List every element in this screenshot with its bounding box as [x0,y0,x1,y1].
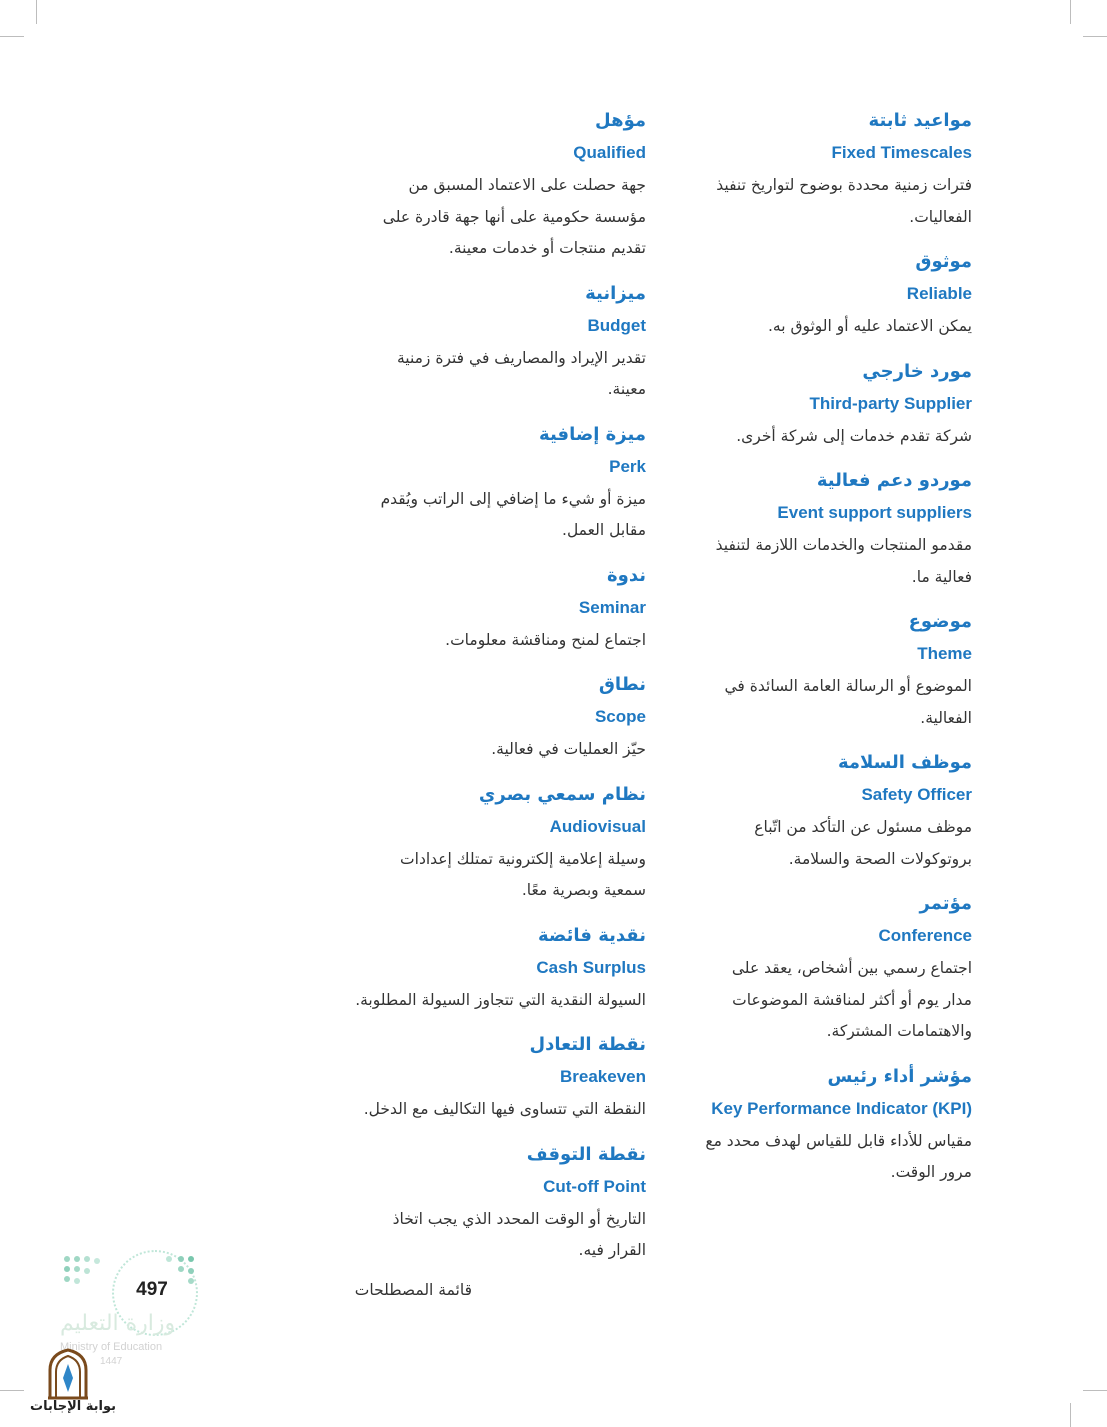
crop-mark [36,0,37,24]
logo-dot [166,1256,172,1262]
ministry-name-arabic: وزارة التعليم [60,1311,176,1336]
term-definition [346,170,646,265]
definition-line: فعالية ما. [911,567,972,586]
term-definition [672,170,972,233]
definition-line: مقابل العمل. [562,521,646,539]
term-definition [672,953,972,1048]
term-definition [346,844,646,907]
definition-line: تقدير الإيراد والمصاريف في فترة زمنية [396,348,646,367]
logo-dot [188,1278,194,1284]
term-english: Cash Surplus [536,957,646,977]
term-english: Theme [917,644,972,663]
glossary-entry [346,279,646,406]
portal-logo-icon [46,1348,90,1400]
logo-dot [64,1266,70,1272]
logo-dot [84,1268,90,1274]
definition-line: وسيلة إعلامية إلكترونية تمتلك إعدادات [400,849,646,868]
term-arabic: مواعيد ثابتة [868,110,972,131]
definition-line: والاهتمامات المشتركة. [826,1022,972,1040]
definition-line: القرار فيه. [578,1241,646,1259]
term-definition [672,311,972,343]
glossary-entry [672,247,972,343]
definition-line: شركة تقدم خدمات إلى شركة أخرى. [736,426,972,445]
logo-dot [74,1256,80,1262]
crop-mark [1070,1403,1071,1427]
logo-dot [74,1266,80,1272]
glossary-entry [672,466,972,593]
crop-mark [1070,0,1071,24]
glossary-entry [346,780,646,907]
logo-dot [188,1256,194,1262]
logo-dot [94,1258,100,1264]
term-arabic: نظام سمعي بصري [478,783,646,805]
definition-line: اجتماع لمنح ومناقشة معلومات. [445,630,646,649]
term-arabic: موثوق [915,251,972,272]
glossary-entry [346,1030,646,1126]
glossary-entry [672,748,972,875]
definition-line: حيّز العمليات في فعالية. [491,740,646,758]
term-definition [346,1094,646,1126]
term-english: Cut-off Point [543,1176,646,1196]
term-english: Perk [609,456,646,476]
definition-line: تقديم منتجات أو خدمات معينة. [448,239,646,257]
term-english: Third-party Supplier [809,393,972,413]
definition-line: بروتوكولات الصحة والسلامة. [788,849,972,868]
glossary-column-right [672,106,972,1203]
logo-dot [84,1256,90,1262]
term-definition [346,734,646,766]
term-english: Scope [594,707,646,726]
term-english: Budget [587,315,646,335]
term-english: Audiovisual [549,816,646,836]
definition-line: مدار يوم أو أكثر لمناقشة الموضوعات [732,990,972,1009]
term-arabic: نطاق [598,674,646,695]
crop-mark [1083,36,1107,37]
footer-title: قائمة المصطلحات [354,1281,472,1299]
term-english: Safety Officer [861,785,972,804]
crop-mark [1083,1390,1107,1391]
term-arabic: نقدية فائضة [537,924,646,946]
definition-line: يمكن الاعتماد عليه أو الوثوق به. [767,317,972,335]
definition-line: النقطة التي تتساوى فيها التكاليف مع الدخل. [363,1100,646,1118]
term-definition [346,484,646,547]
definition-line: مقياس للأداء قابل للقياس لهدف محدد مع [705,1131,972,1150]
term-arabic: نقطة التوقف [526,1143,646,1165]
term-definition [346,625,646,657]
definition-line: مرور الوقت. [890,1163,972,1181]
term-english: Key Performance Indicator (KPI) [711,1098,972,1118]
definition-line: موظف مسئول عن التأكد من اتّباع [754,818,972,836]
portal-label: بوابة الإجابات [30,1399,116,1414]
glossary-entry [346,420,646,547]
logo-dot [178,1266,184,1272]
logo-dot [178,1256,184,1262]
logo-dot [74,1278,80,1284]
term-definition [346,985,646,1017]
term-definition [672,530,972,593]
term-english: Conference [878,926,972,945]
term-arabic: موضوع [908,611,972,632]
term-arabic: مؤتمر [919,893,972,914]
definition-line: جهة حصلت على الاعتماد المسبق من [408,176,646,194]
glossary-entry [672,106,972,233]
definition-line: سمعية وبصرية معًا. [521,881,646,899]
term-definition [672,1126,972,1189]
term-definition [346,343,646,406]
term-english: Fixed Timescales [831,143,972,162]
term-arabic: مؤشر أداء رئيس [827,1065,972,1087]
page-number: 497 [136,1279,168,1300]
glossary-entry [346,670,646,766]
definition-line: ميزة أو شيء ما إضافي إلى الراتب ويُقدم [380,489,646,508]
term-definition [672,421,972,453]
term-english: Reliable [906,284,972,303]
logo-dot [188,1268,194,1274]
term-english: Event support suppliers [777,503,972,522]
glossary-entry [672,607,972,734]
term-english: Breakeven [559,1067,646,1086]
logo-dot [64,1276,70,1282]
definition-line: مقدمو المنتجات والخدمات اللازمة لتنفيذ [715,536,972,554]
definition-line: اجتماع رسمي بين أشخاص، يعقد على [731,959,972,977]
glossary-entry [346,106,646,265]
definition-line: الفعالية. [920,708,972,727]
logo-dot [64,1256,70,1262]
definition-line: مؤسسة حكومية على أنها جهة قادرة على [382,207,646,226]
glossary-entry [346,1140,646,1267]
crop-mark [0,1390,24,1391]
glossary-entry [346,561,646,657]
term-definition [346,1204,646,1267]
ministry-year: 1447 [100,1356,123,1367]
term-arabic: موظف السلامة [837,752,972,773]
definition-line: السيولة النقدية التي تتجاوز السيولة المطلوبة. [355,990,646,1009]
term-arabic: مورد خارجي [862,360,972,382]
definition-line: الموضوع أو الرسالة العامة السائدة في [724,677,972,695]
term-arabic: موردو دعم فعالية [816,470,972,491]
ministry-name-english: Ministry of Education [60,1341,163,1353]
definition-line: فترات زمنية محددة بوضوح لتواريخ تنفيذ [716,176,972,194]
definition-line: الفعاليات. [909,207,972,226]
definition-line: معينة. [607,380,646,398]
term-arabic: ميزانية [585,282,646,304]
definition-line: التاريخ أو الوقت المحدد الذي يجب اتخاذ [392,1209,646,1228]
term-arabic: نقطة التعادل [529,1034,646,1055]
term-definition [672,671,972,734]
glossary-entry [672,1062,972,1189]
term-arabic: ندوة [607,564,646,586]
glossary-entry [346,921,646,1017]
term-english: Qualified [573,143,646,162]
term-definition [672,812,972,875]
crop-mark [0,36,24,37]
term-arabic: مؤهل [595,110,646,131]
glossary-column-left [346,106,646,1281]
glossary-entry [672,889,972,1048]
term-arabic: ميزة إضافية [539,423,646,445]
term-english: Seminar [578,597,646,617]
glossary-entry [672,357,972,453]
